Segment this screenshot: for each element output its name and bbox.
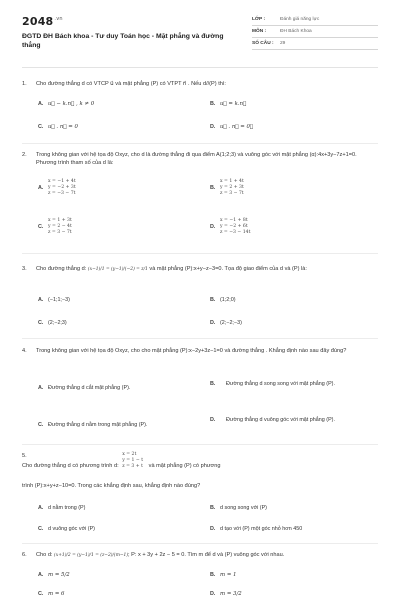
option-c[interactable]: C. d vuông góc với (P) <box>38 526 95 532</box>
question-divider <box>22 543 378 544</box>
option-c[interactable]: C. u⃗ . n⃗ = 0 <box>38 124 78 130</box>
option-c[interactable]: C. Đường thẳng d nằm trong mặt phẳng (P). <box>38 422 148 428</box>
meta-key: LỚP : <box>252 17 266 22</box>
option-d[interactable]: D. u⃗ . n⃗ = 0⃗ <box>210 124 254 130</box>
meta-key: MÔN : <box>252 29 267 34</box>
question-stem: Cho đường thẳng d: (x−1)/1 = (y−1)/(−2) = z/1 và mặt phẳng (P):x+y−z−3=0. Tọa độ giao điểm của d và (P) là: <box>36 266 307 272</box>
option-a[interactable]: A. Đường thẳng d cắt mặt phẳng (P). <box>38 385 131 391</box>
question-divider <box>22 143 378 144</box>
option-d[interactable]: D. Đường thẳng d vuông góc với mặt phẳng (P). <box>210 417 335 423</box>
option-c[interactable]: C. x = 1 + 3t y = 2 − 4t z = 3 − 7t <box>38 218 72 235</box>
option-b[interactable]: B. (1;2;0) <box>210 297 236 303</box>
site-logo[interactable]: $2048^{.vn}$ <box>22 15 63 28</box>
question-divider <box>22 338 378 339</box>
option-a[interactable]: A. d nằm trong (P) <box>38 505 86 511</box>
question-3 <box>22 265 378 283</box>
meta-value: Đánh giá năng lực <box>280 17 320 22</box>
option-b[interactable]: B. u⃗ = k.n⃗ <box>210 101 247 107</box>
line-equation: (x−1)/1 = (y−1)/(−2) = z/1 <box>87 267 148 272</box>
option-d[interactable]: D. d tạo với (P) một góc nhỏ hơn 450 <box>210 526 303 532</box>
option-b[interactable]: B. m = 1 <box>210 572 237 578</box>
meta-row-subject <box>252 26 378 38</box>
question-4 <box>22 347 378 365</box>
meta-row-class <box>252 14 378 26</box>
meta-value: ĐH Bách Khoa <box>280 29 312 34</box>
question-divider <box>22 444 378 445</box>
question-number: 2. <box>22 152 27 158</box>
worksheet-title: ĐGTD ĐH Bách khoa - Tư duy Toán học - Mặt phẳng và đường thẳng <box>22 33 224 49</box>
question-1 <box>22 80 378 90</box>
option-d[interactable]: D. (2;−2;−3) <box>210 320 242 326</box>
option-b[interactable]: B. d song song với (P) <box>210 505 267 511</box>
meta-row-count <box>252 38 378 50</box>
option-d[interactable]: D. m = 3/2 <box>210 591 242 597</box>
option-a[interactable]: A. u⃗ − k.n⃗ , k ≠ 0 <box>38 101 95 107</box>
question-number: 4. <box>22 348 27 354</box>
option-b[interactable]: B. x = 1 + 4t y = 2 + 3t z = 3 − 7t <box>210 179 244 196</box>
question-stem: Trong không gian với hệ tọa độ Oxyz, cho d là đường thẳng đi qua điểm A(1;2;3) và vuông góc với mặt phẳng (α):4x+3y−7z+1=0. Phương trình tham số của d là: <box>36 152 357 166</box>
question-number: 6. <box>22 552 27 558</box>
question-divider <box>22 253 378 254</box>
option-a[interactable]: A. x = −1 + 4t y = −2 + 3t z = −3 − 7t <box>38 179 76 196</box>
option-c[interactable]: C. (2;−2;3) <box>38 320 67 326</box>
question-number: 5. <box>22 453 27 459</box>
question-6 <box>22 551 378 561</box>
option-d[interactable]: D. x = −1 + 8t y = −2 + 6t z = −3 − 14t <box>210 218 251 235</box>
question-stem: Cho đường thẳng d có phương trình d: x = 2t y = 1 − t z = 3 + t và mặt phẳng (P) có phương <box>22 452 221 469</box>
question-stem: Trong không gian với hệ tọa độ Oxyz, cho cho mặt phẳng (P):x−2y+3z−1=0 và đường thẳng . Khẳng định nào sau đây đúng? <box>36 348 347 354</box>
option-a[interactable]: A. m = 5/2 <box>38 572 70 578</box>
question-stem: Cho đường thẳng d có VTCP u⃗ và mặt phẳng (P) có VTPT n⃗ . Nếu d//(P) thì: <box>36 81 226 87</box>
line-system: x = 2t y = 1 − t z = 3 + t <box>122 452 144 469</box>
meta-table <box>252 14 378 50</box>
question-number: 1. <box>22 81 27 87</box>
option-b[interactable]: B. Đường thẳng d song song với mặt phẳng (P). <box>210 381 335 387</box>
question-5 <box>22 452 378 492</box>
meta-key: SỐ CÂU : <box>252 41 274 46</box>
question-number: 3. <box>22 266 27 272</box>
option-a[interactable]: A. (−1;1;−3) <box>38 297 70 303</box>
meta-value: 29 <box>280 41 286 46</box>
question-2 <box>22 151 378 169</box>
option-c[interactable]: C. m = 6 <box>38 591 65 597</box>
line-equation: (x+1)/2 = (y−1)/1 = (z−2)/(m−1) <box>54 553 129 558</box>
header-divider <box>22 67 378 68</box>
question-stem: Cho d: (x+1)/2 = (y−1)/1 = (z−2)/(m−1); P: x + 3y + 2z − 5 = 0. Tìm m để d và (P) vuông góc với nhau. <box>36 552 285 558</box>
question-stem-cont: trình (P):x+y+z−10=0. Trong các khẳng định sau, khẳng định nào đúng? <box>22 483 201 489</box>
